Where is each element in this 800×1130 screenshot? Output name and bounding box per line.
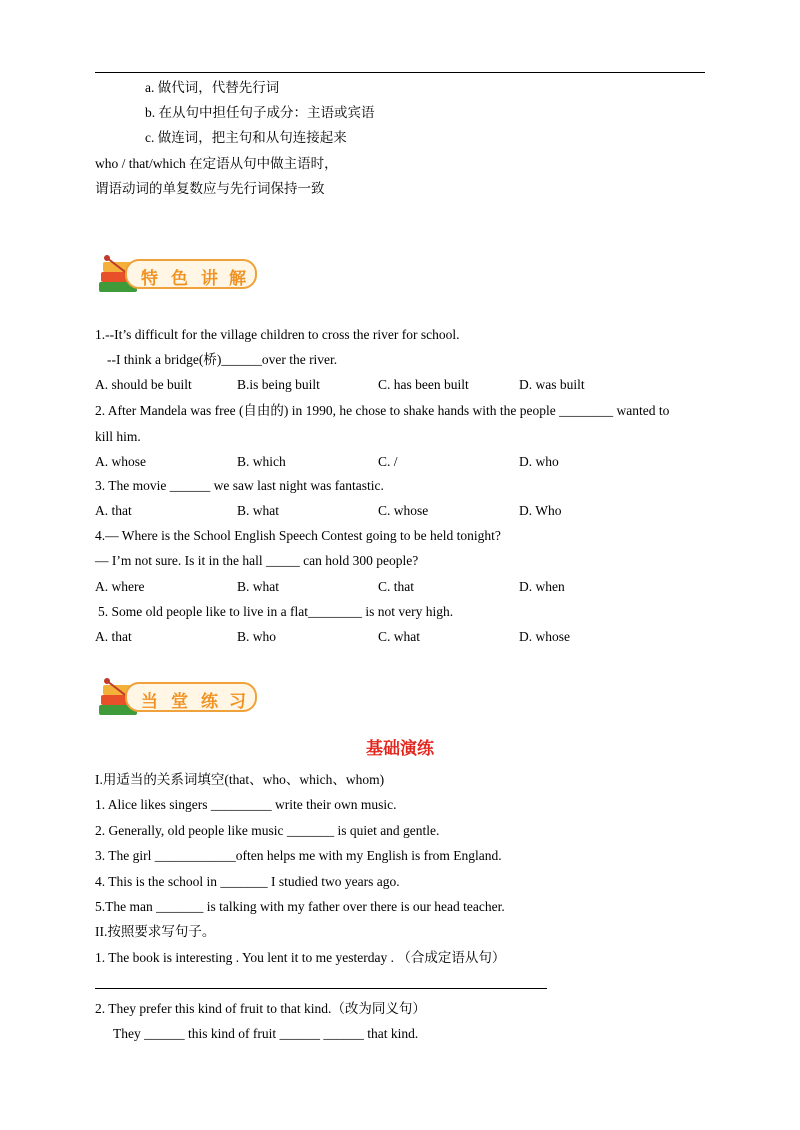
intro-point-b: b. 在从句中担任句子成分：主语或宾语 <box>145 105 375 120</box>
q2-line2: kill him. <box>95 429 141 444</box>
part2-q2-answer: They ______ this kind of fruit ______ ______ that kind. <box>113 1026 419 1041</box>
banner-char: 色 <box>171 269 188 289</box>
section-banner-explanation <box>95 252 265 298</box>
banner-tag <box>125 259 257 289</box>
q4-option-b: B. what <box>237 579 279 594</box>
q1-option-b: B.is being built <box>237 377 320 392</box>
q5-option-c: C. what <box>378 629 420 644</box>
banner-char: 解 <box>229 269 246 289</box>
q4-option-c: C. that <box>378 579 414 594</box>
q3-option-c: C. whose <box>378 503 429 518</box>
q5-option-a: A. that <box>95 629 132 644</box>
header-rule <box>95 72 705 73</box>
part1-item-2: 2. Generally, old people like music _______ is quiet and gentle. <box>95 823 440 838</box>
q4-line2: — I’m not sure. Is it in the hall _____ can hold 300 people? <box>95 553 419 568</box>
banner-char: 特 <box>141 269 158 289</box>
part1-item-5: 5.The man _______ is talking with my father over there is our head teacher. <box>95 899 505 914</box>
banner-char: 当 <box>141 692 158 712</box>
intro-note-1: who / that/which 在定语从句中做主语时， <box>95 156 338 171</box>
banner-char: 讲 <box>201 269 218 289</box>
q2-option-a: A. whose <box>95 454 146 469</box>
intro-point-c: c. 做连词，把主句和从句连接起来 <box>145 130 347 145</box>
q4-line1: 4.— Where is the School English Speech Contest going to be held tonight? <box>95 528 501 543</box>
q1-line1: 1.--It’s difficult for the village children to cross the river for school. <box>95 327 460 342</box>
banner-char: 练 <box>201 692 218 712</box>
part2-q1: 1. The book is interesting . You lent it to me yesterday . （合成定语从句） <box>95 950 506 965</box>
q1-option-a: A. should be built <box>95 377 192 392</box>
intro-point-a: a. 做代词，代替先行词 <box>145 80 280 95</box>
q2-line1: 2. After Mandela was free (自由的) in 1990, he chose to shake hands with the people ________ wanted to <box>95 403 670 418</box>
q3-option-d: D. Who <box>519 503 562 518</box>
q3-line1: 3. The movie ______ we saw last night was fantastic. <box>95 478 384 493</box>
q4-option-d: D. when <box>519 579 565 594</box>
part2-q2: 2. They prefer this kind of fruit to that kind.（改为同义句） <box>95 1001 426 1016</box>
part1-item-3: 3. The girl ____________often helps me with my English is from England. <box>95 848 502 863</box>
q3-option-b: B. what <box>237 503 279 518</box>
q1-option-d: D. was built <box>519 377 585 392</box>
part1-item-4: 4. This is the school in _______ I studied two years ago. <box>95 874 400 889</box>
part1-title: I.用适当的关系词填空(that、who、which、whom) <box>95 772 385 787</box>
q1-option-c: C. has been built <box>378 377 469 392</box>
section-banner-practice <box>95 675 265 721</box>
q2-option-b: B. which <box>237 454 286 469</box>
intro-note-2: 谓语动词的单复数应与先行词保持一致 <box>95 181 325 196</box>
q3-option-a: A. that <box>95 503 132 518</box>
banner-char: 堂 <box>171 692 188 712</box>
answer-line <box>95 988 547 989</box>
q1-line2: --I think a bridge(桥)______over the river. <box>107 352 338 367</box>
part1-item-1: 1. Alice likes singers _________ write their own music. <box>95 797 397 812</box>
q5-option-d: D. whose <box>519 629 570 644</box>
q5-line1: 5. Some old people like to live in a flat________ is not very high. <box>98 604 454 619</box>
banner-char: 习 <box>229 692 246 712</box>
q2-option-d: D. who <box>519 454 559 469</box>
banner-tag <box>125 682 257 712</box>
q2-option-c: C. / <box>378 454 398 469</box>
q4-option-a: A. where <box>95 579 145 594</box>
part2-title: II.按照要求写句子。 <box>95 924 216 939</box>
q5-option-b: B. who <box>237 629 277 644</box>
section-heading: 基础演练 <box>366 739 434 759</box>
